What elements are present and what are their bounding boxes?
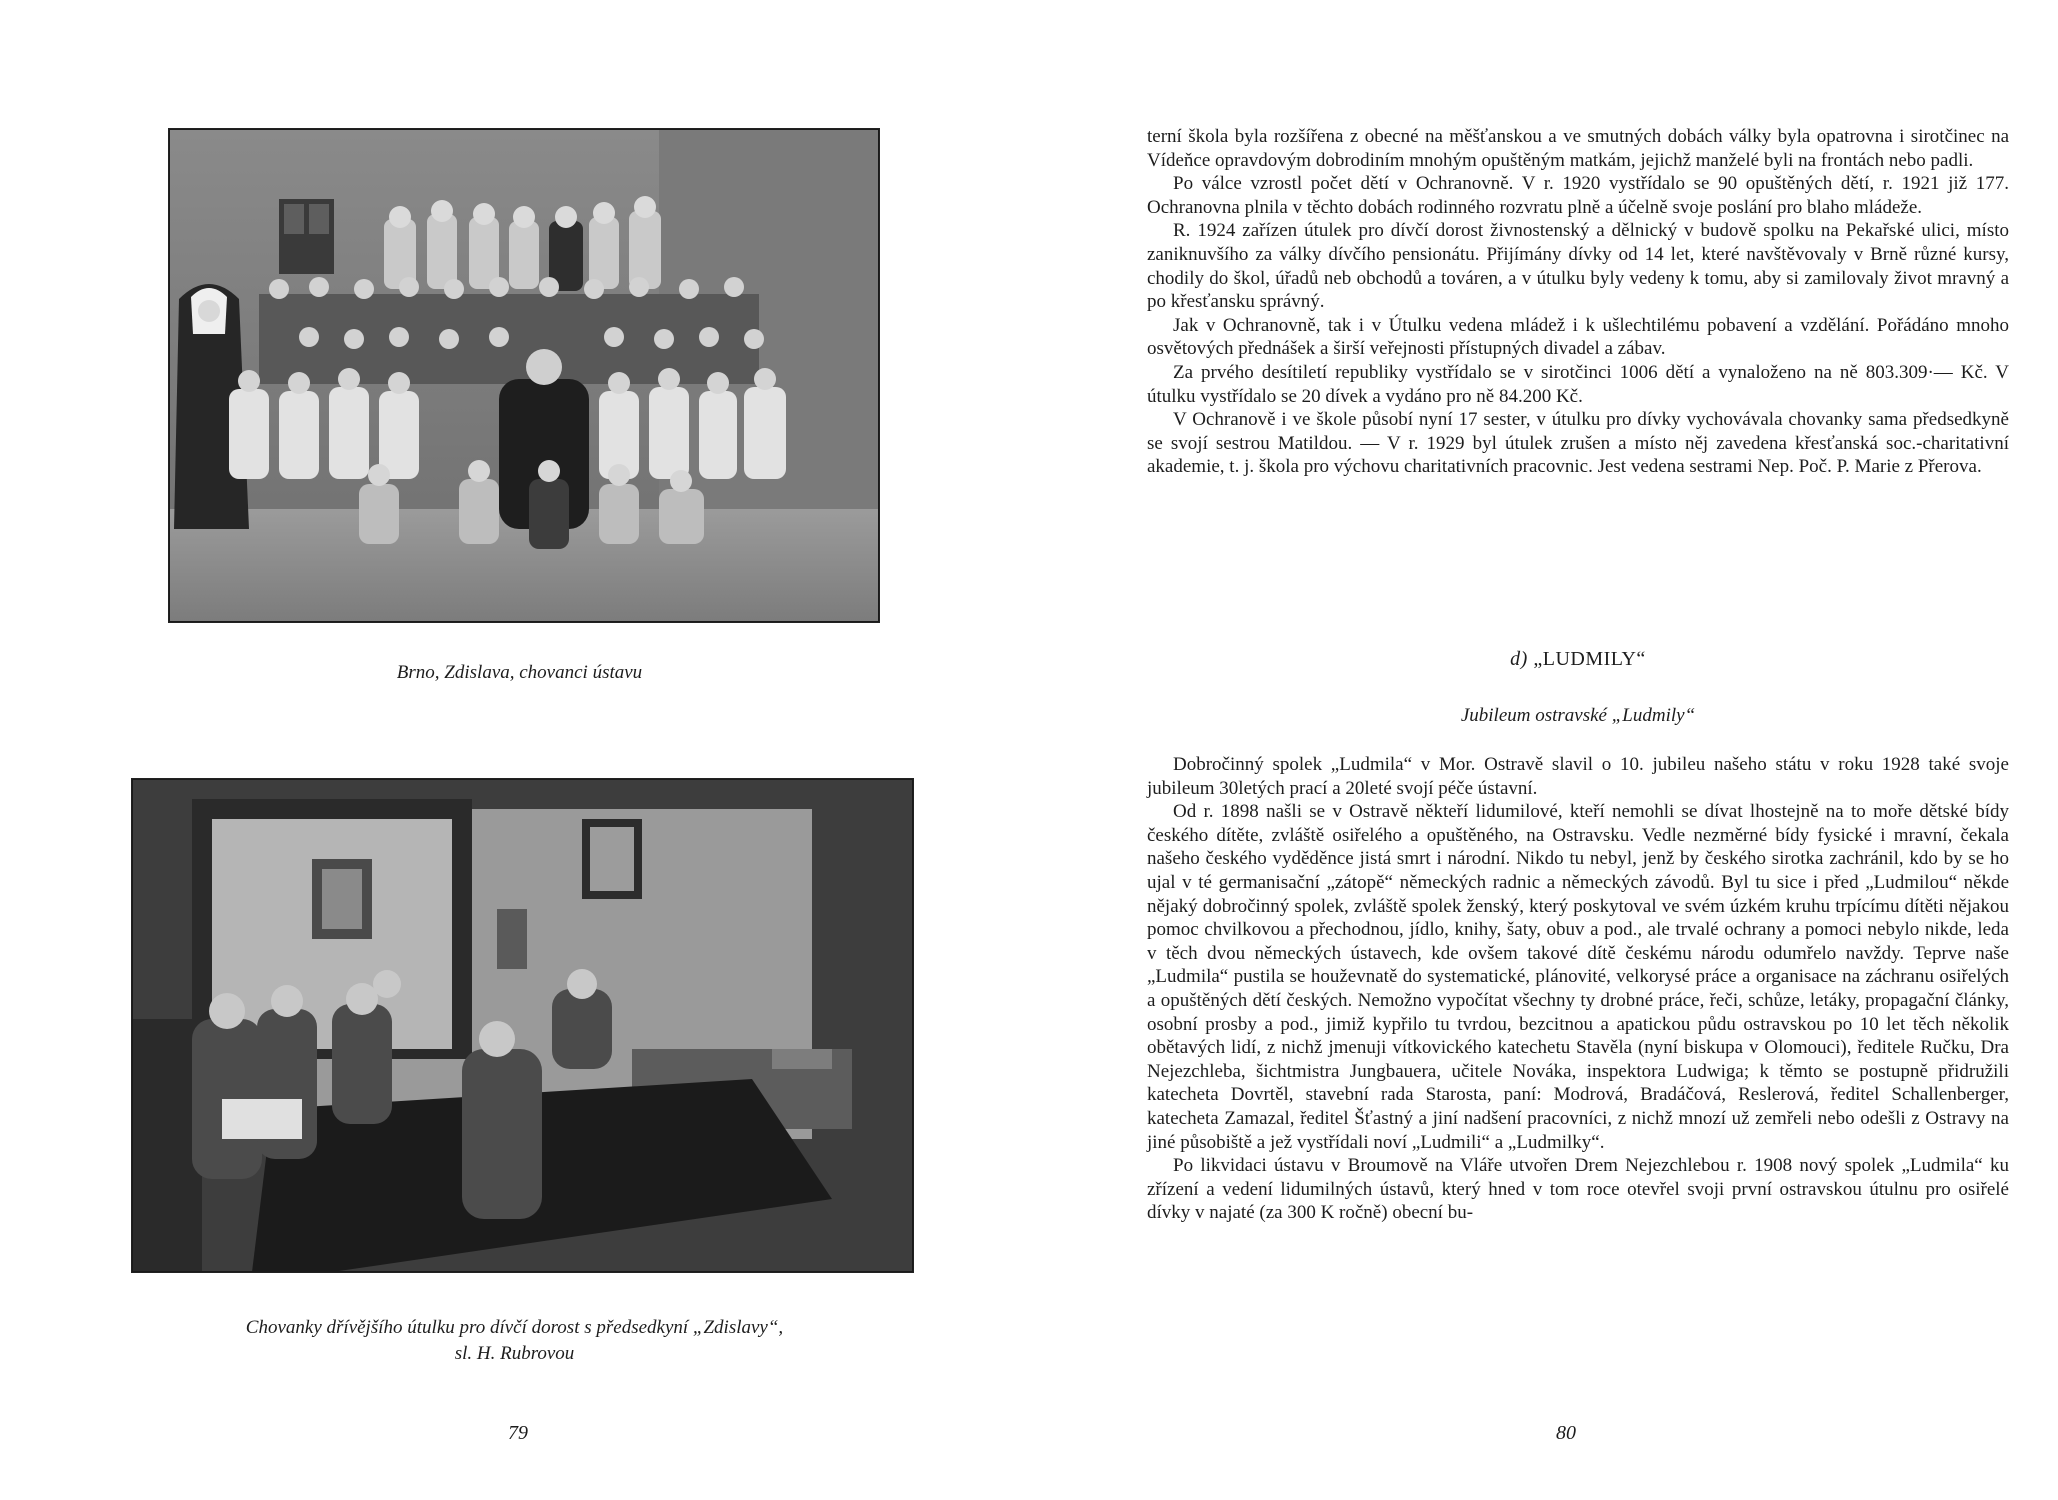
paragraph: Po válce vzrostl počet dětí v Ochranovně. V r. 1920 vystřídalo se 90 opuštěných dětí, r. 1921 již 177. Ochranovna plnila v těchto dobách rodinného rozvratu plně a účelně svoje poslání pro blaho mládeže. (1147, 173, 2009, 218)
paragraph: Jak v Ochranovně, tak i v Útulku vedena mládež i k ušlechtilému pobavení a vzdělání. Pořádáno mnoho osvětových přednášek a širší veřejnosti přístupných divadel a zábav. (1147, 314, 2009, 360)
page-number-left: 79 (508, 1422, 528, 1444)
paragraph: R. 1924 zařízen útulek pro dívčí dorost živnostenský a dělnický v budově spolku na Pekařské ulici, místo zaniknuvšího za války dívčího pensionátu. Přijímány dívky od 14 let, které navštěvovaly v Brně různé kursy, chodily do škol, úřadů neb obchodů a továren, a v útulku byly vedeny k tomu, aby si zamilovaly život mravný a po křesťansku správný. (1147, 220, 2009, 313)
caption-bottom (0, 1315, 1029, 1367)
group-photo-image (169, 129, 879, 622)
caption-bottom-line1: Chovanky dřívějšího útulku pro dívčí dorost s předsedkyní „Zdislavy“, (245, 1317, 784, 1338)
text-block-b (1147, 753, 2009, 1225)
subheading: Jubileum ostravské „Ludmily“ (1460, 705, 1696, 726)
caption-top: Brno, Zdislava, chovanci ústavu (396, 662, 643, 683)
section-heading (1147, 648, 2009, 671)
group-photo (168, 128, 880, 623)
section-label: d) (1510, 648, 1528, 670)
page-number-right: 80 (1556, 1422, 1576, 1444)
room-photo (131, 778, 914, 1273)
paragraph: Dobročinný spolek „Ludmila“ v Mor. Ostravě slavil o 10. jubileu našeho státu v roku 1928 také svoje jubileum 30letých prací a 20leté svojí péče ústavní. (1147, 754, 2009, 799)
right-page (1029, 0, 2058, 1500)
paragraph: Za prvého desítiletí republiky vystřídalo se v sirotčinci 1006 dětí a vynaloženo na ně 803.309·— Kč. V útulku vystřídalo se 20 dívek a vydáno pro ně 84.200 Kč. (1147, 361, 2009, 407)
paragraph: Po likvidaci ústavu v Broumově na Vláře utvořen Drem Nejezchlebou r. 1908 nový spolek „Ludmila“ ku zřízení a vedení lidumilných ústavů, který hned v tom roce otevřel svoji první ostravskou útulnu pro osiřelé dívky v najaté (za 300 K ročně) obecní bu- (1147, 1155, 2009, 1224)
paragraph: terní škola byla rozšířena z obecné na měšťanskou a ve smutných dobách války byla opatrovna i sirotčinec na Vídeňce opravdovým dobrodiním mnohým opuštěným matkám, jejichž manželé byli na frontách nebo padli. (1147, 126, 2009, 171)
paragraph: Od r. 1898 našli se v Ostravě někteří lidumilové, kteří nemohli se dívat lhostejně na to moře dětské bídy českého dítěte, zvláště osiřelého a opuštěného, na Ostravsku. Vedle nezměrné bídy fysické i mravní, čekala našeho českého vyděděnce jistá smrt i národní. Nikdo tu nebyl, jenž by českého sirotka zachránil, kdo by se ho ujal v té germanisační „zátopě“ německých radnic a německých závodů. Byl tu sice i před „Ludmilou“ někde nějaký dobročinný spolek, zvláště spolek ženský, který poskytoval ve svém úzkém kruhu trpícímu dítěti nějakou pomoc chvilkovou a přechodnou, jídlo, knihy, šaty, obuv a pod., ale trvalé ochrany a pomoci nebylo nikde, leda v těch dvou německých ústavech, kde ovšem takové dítě českému národu odumřelo navždy. Teprve naše „Ludmila“ pustila se houževnatě do systematické, plánovité, velkorysé práce a organisace na záchranu osiřelých a opuštěných dětí českých. Nemožno vypočítat všechny ty drobné práce, řeči, schůze, letáky, propagační články, osobní prosby a pod., jimiž kypřilo tu tvrdou, bezcitnou a apatickou půdu ostravskou po 10 let těch několik obětavých lidí, z nichž jmenuji vítkovického katechetu Stavěla (nyní biskupa v Olomouci), ředitele Ručku, Dra Nejezchleba, šichtmistra Jungbauera, učitele Nováka, inspektora Ludwiga; k těmto se postupně přidružili katecheta Dovrtěl, stavební rada Starosta, paní: Modrová, Bradáčová, Reslerová, ředitel Schallenberger, katecheta Zamazal, ředitel Šťastný a jiní nadšení pracovníci, z nichž mnozí už zemřeli nebo odešli z Ostravy na jiné působiště a jež vystřídali noví „Ludmili“ a „Ludmilky“. (1147, 801, 2009, 1153)
caption-bottom-line2: sl. H. Rubrovou (454, 1343, 575, 1364)
text-block-a (1147, 125, 2009, 479)
room-photo-image (132, 779, 913, 1272)
section-title: „LUDMILY“ (1533, 648, 1646, 670)
paragraph: V Ochranově i ve škole působí nyní 17 sester, v útulku pro dívky vychovávala chovanky sama předsedkyně se svojí sestrou Matildou. — V r. 1929 byl útulek zrušen a místo něj zavedena křesťanská soc.-charitativní akademie, t. j. škola pro výchovu charitativních pracovnic. Jest vedena sestrami Nep. Poč. P. Marie z Přerova. (1147, 409, 2009, 478)
